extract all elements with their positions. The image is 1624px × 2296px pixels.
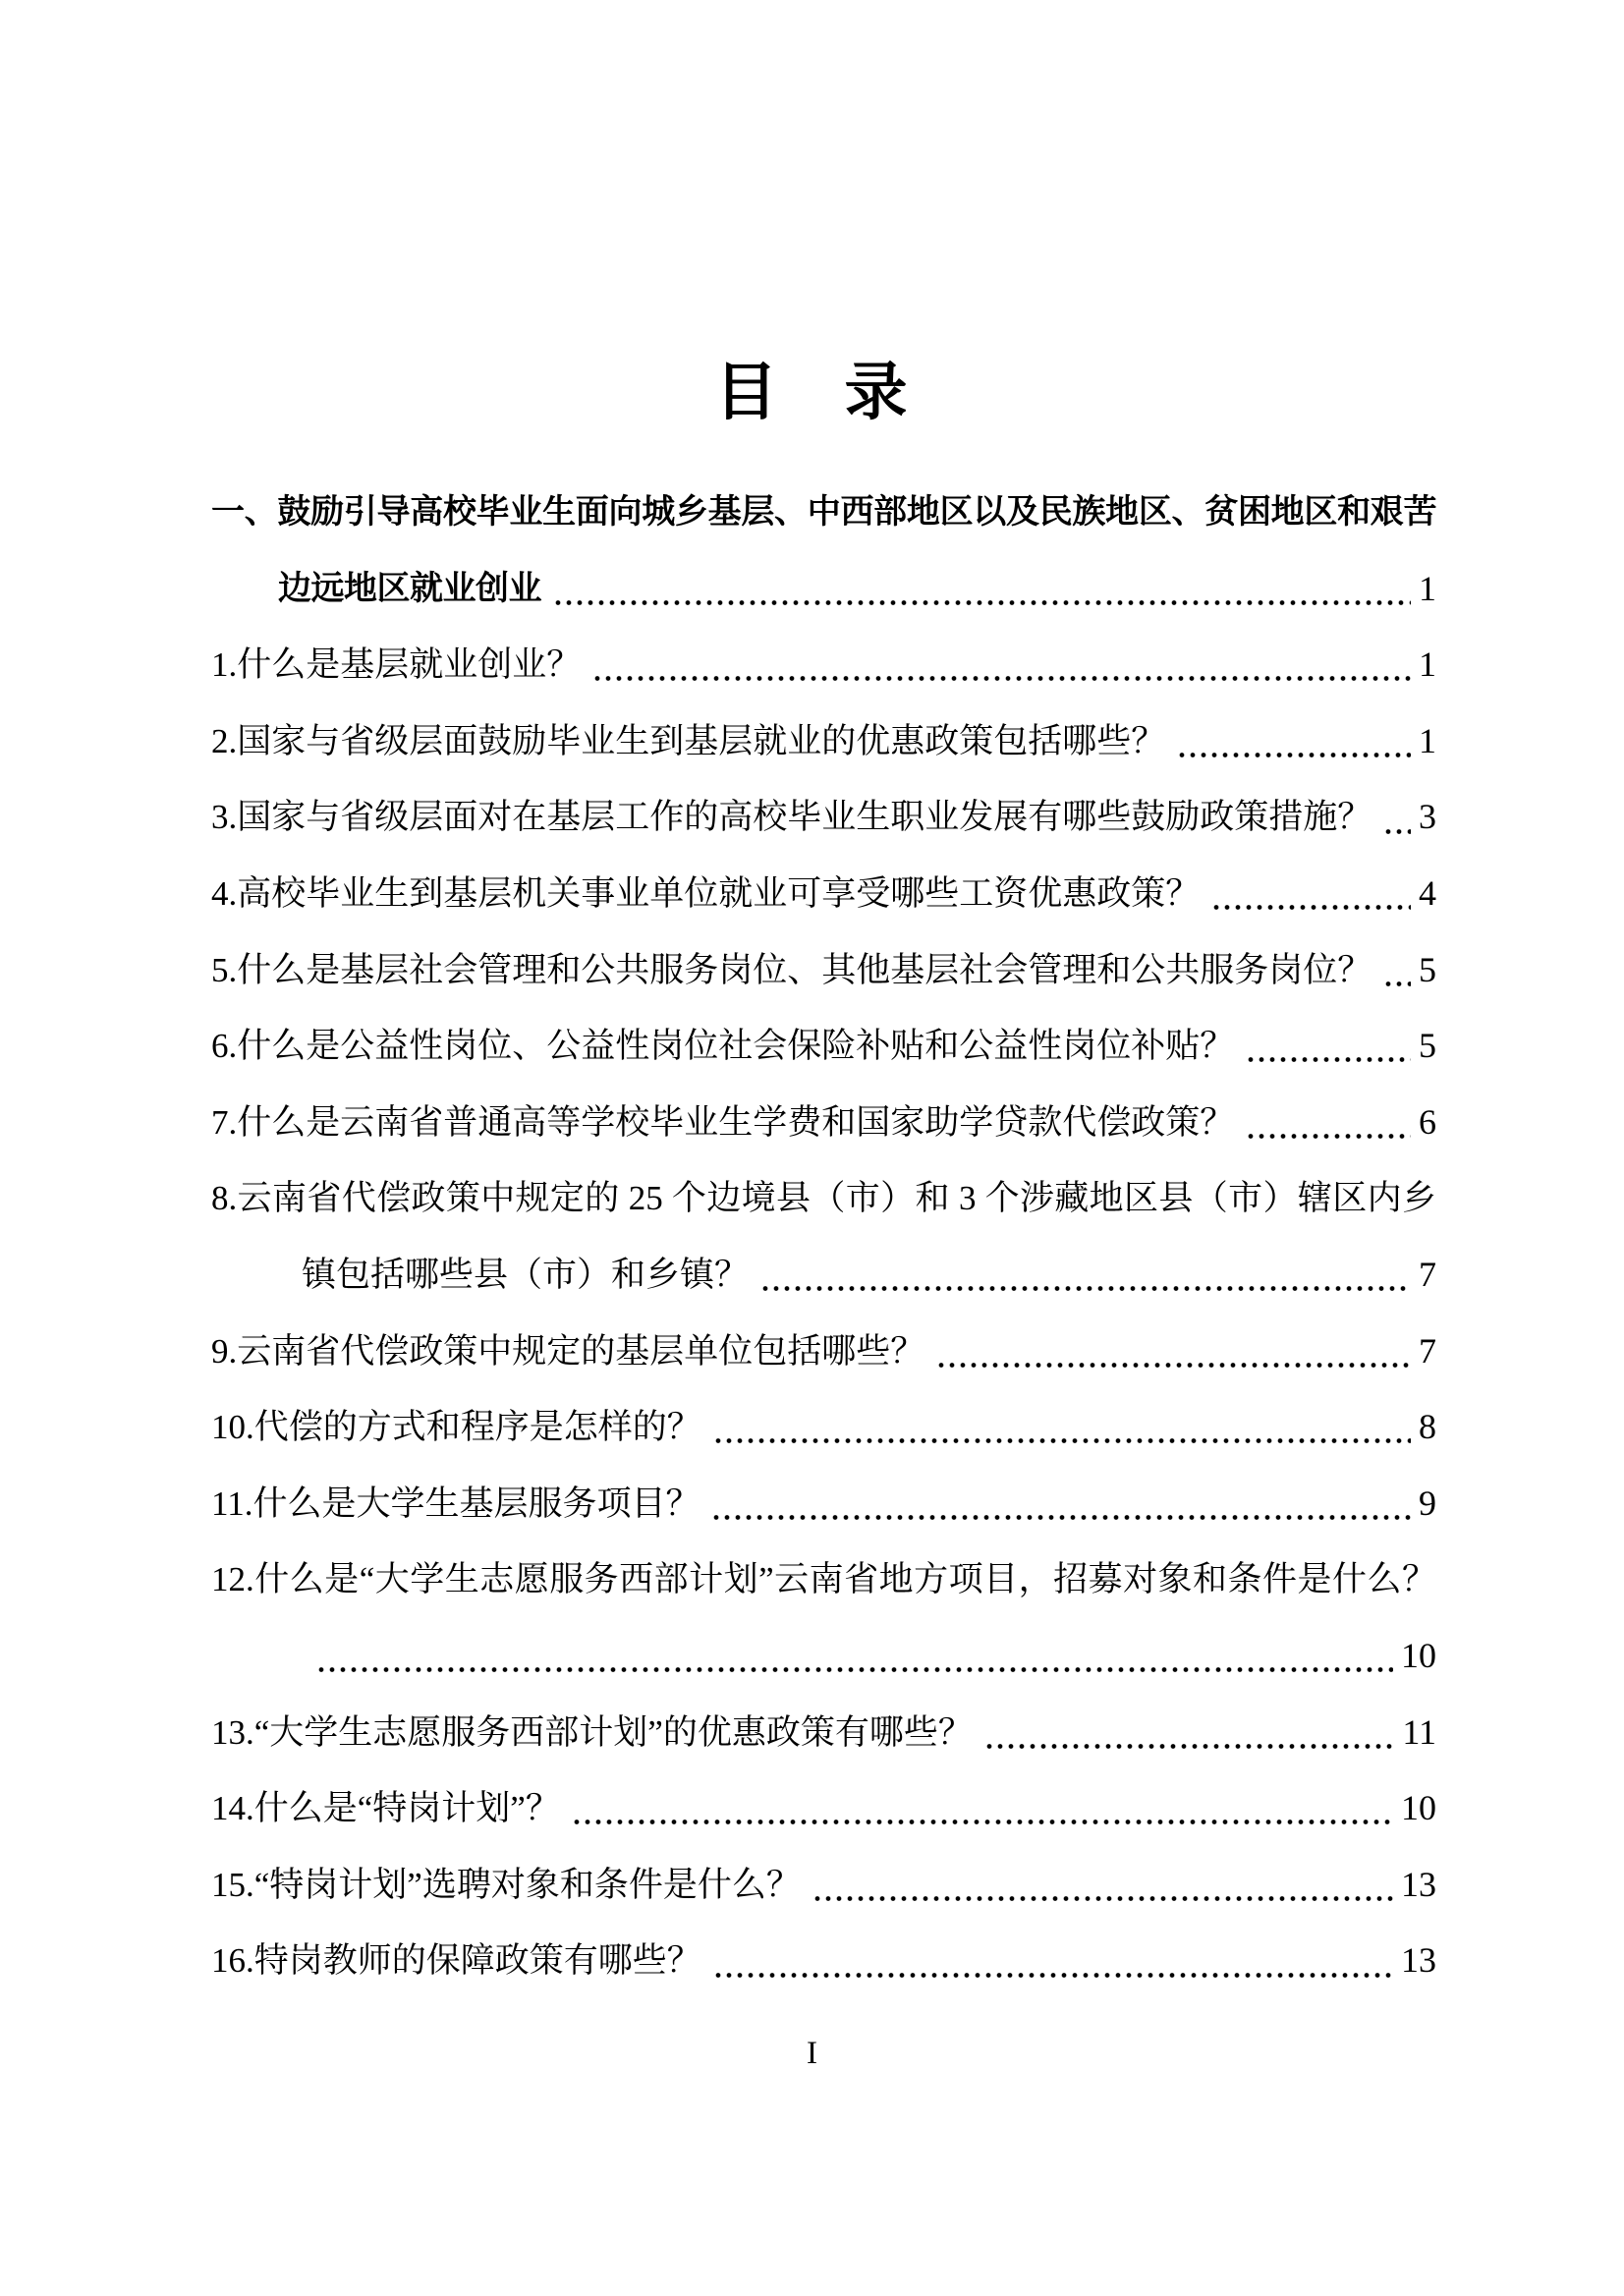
toc-entry-text: 9.云南省代偿政策中规定的基层单位包括哪些？ <box>211 1331 925 1371</box>
toc-entry-text: 5.什么是基层社会管理和公共服务岗位、其他基层社会管理和公共服务岗位？ <box>211 950 1372 989</box>
page-number: 5 <box>1419 949 1436 989</box>
page-number: 10 <box>1401 1788 1436 1828</box>
table-of-contents <box>211 475 1436 1999</box>
dot-leader <box>762 1285 1411 1292</box>
toc-entry-text: 3.国家与省级层面对在基层工作的高校毕业生职业发展有哪些鼓励政策措施？ <box>211 798 1372 837</box>
page-number: 4 <box>1419 872 1436 913</box>
page-number: 1 <box>1419 568 1436 608</box>
toc-entry-text: 11.什么是大学生基层服务项目？ <box>211 1484 700 1523</box>
page-number: 13 <box>1401 1940 1436 1981</box>
toc-entry <box>211 551 1436 628</box>
page-number: 7 <box>1419 1330 1436 1371</box>
toc-entry <box>211 779 1436 856</box>
toc-entry <box>211 1160 1436 1237</box>
dot-leader <box>318 1666 1393 1673</box>
toc-entry <box>211 627 1436 703</box>
dot-leader <box>555 599 1411 606</box>
toc-entry-text: 4.高校毕业生到基层机关事业单位就业可享受哪些工资优惠政策？ <box>211 873 1201 913</box>
page-number: 5 <box>1419 1026 1436 1066</box>
toc-entry-text: 一、鼓励引导高校毕业生面向城乡基层、中西部地区以及民族地区、贫困地区和艰苦 <box>211 493 1436 531</box>
page-number: 1 <box>1419 720 1436 760</box>
toc-entry <box>211 856 1436 932</box>
toc-entry-text: 2.国家与省级层面鼓励毕业生到基层就业的优惠政策包括哪些？ <box>211 721 1166 760</box>
dot-leader <box>1248 1133 1411 1140</box>
toc-entry <box>211 1008 1436 1085</box>
dot-leader <box>1179 752 1411 758</box>
toc-entry <box>211 932 1436 1009</box>
page-number: 8 <box>1419 1407 1436 1447</box>
toc-entry <box>211 1618 1436 1695</box>
dot-leader <box>986 1743 1395 1750</box>
dot-leader <box>938 1362 1411 1369</box>
toc-entry-text: 10.代偿的方式和程序是怎样的？ <box>211 1408 701 1447</box>
toc-entry <box>211 1085 1436 1161</box>
toc-entry <box>211 1466 1436 1542</box>
toc-entry-text: 8.云南省代偿政策中规定的 25 个边境县（市）和 3 个涉藏地区县（市）辖区内乡 <box>211 1179 1436 1218</box>
toc-entry-text: 1.什么是基层就业创业？ <box>211 645 582 685</box>
toc-entry <box>211 1541 1436 1618</box>
page-number: 3 <box>1419 797 1436 837</box>
toc-entry <box>211 1923 1436 1999</box>
dot-leader <box>715 1972 1393 1979</box>
dot-leader <box>715 1437 1411 1444</box>
dot-leader <box>574 1819 1393 1825</box>
page-number: 13 <box>1401 1864 1436 1904</box>
toc-entry-text: 15.“特岗计划”选聘对象和条件是什么？ <box>211 1865 801 1904</box>
dot-leader <box>1248 1056 1411 1063</box>
dot-leader <box>814 1895 1393 1902</box>
toc-entry <box>211 1237 1436 1314</box>
toc-entry <box>211 1314 1436 1390</box>
dot-leader <box>1385 980 1411 987</box>
toc-entry-text: 边远地区就业创业 <box>278 569 541 607</box>
dot-leader <box>1213 904 1411 911</box>
page-number: 1 <box>1419 644 1436 685</box>
page-title: 目 录 <box>714 358 910 427</box>
toc-entry <box>211 1389 1436 1466</box>
dot-leader <box>713 1514 1411 1521</box>
page-number: 9 <box>1419 1483 1436 1523</box>
page-number: 11 <box>1402 1711 1436 1752</box>
toc-entry-text: 13.“大学生志愿服务西部计划”的优惠政策有哪些？ <box>211 1712 973 1752</box>
page-number: 6 <box>1419 1101 1436 1142</box>
toc-entry <box>211 1847 1436 1924</box>
toc-entry-text: 16.特岗教师的保障政策有哪些？ <box>211 1941 701 1981</box>
toc-entry-text: 14.什么是“特岗计划”？ <box>211 1789 560 1828</box>
toc-entry-text: 7.什么是云南省普通高等学校毕业生学费和国家助学贷款代偿政策？ <box>211 1102 1235 1142</box>
toc-entry-text: 6.什么是公益性岗位、公益性岗位社会保险补贴和公益性岗位补贴？ <box>211 1027 1235 1066</box>
page-number: 10 <box>1401 1635 1436 1675</box>
dot-leader <box>1385 828 1411 835</box>
toc-entry-text: 12.什么是“大学生志愿服务西部计划”云南省地方项目，招募对象和条件是什么？ <box>211 1560 1436 1599</box>
toc-entry-text: 镇包括哪些县（市）和乡镇？ <box>302 1255 750 1294</box>
page-footer-number: I <box>807 2036 817 2071</box>
toc-entry <box>211 1695 1436 1771</box>
dot-leader <box>594 675 1411 682</box>
page-number: 7 <box>1419 1254 1436 1294</box>
toc-entry <box>211 475 1436 551</box>
toc-entry <box>211 1770 1436 1847</box>
toc-entry <box>211 703 1436 780</box>
